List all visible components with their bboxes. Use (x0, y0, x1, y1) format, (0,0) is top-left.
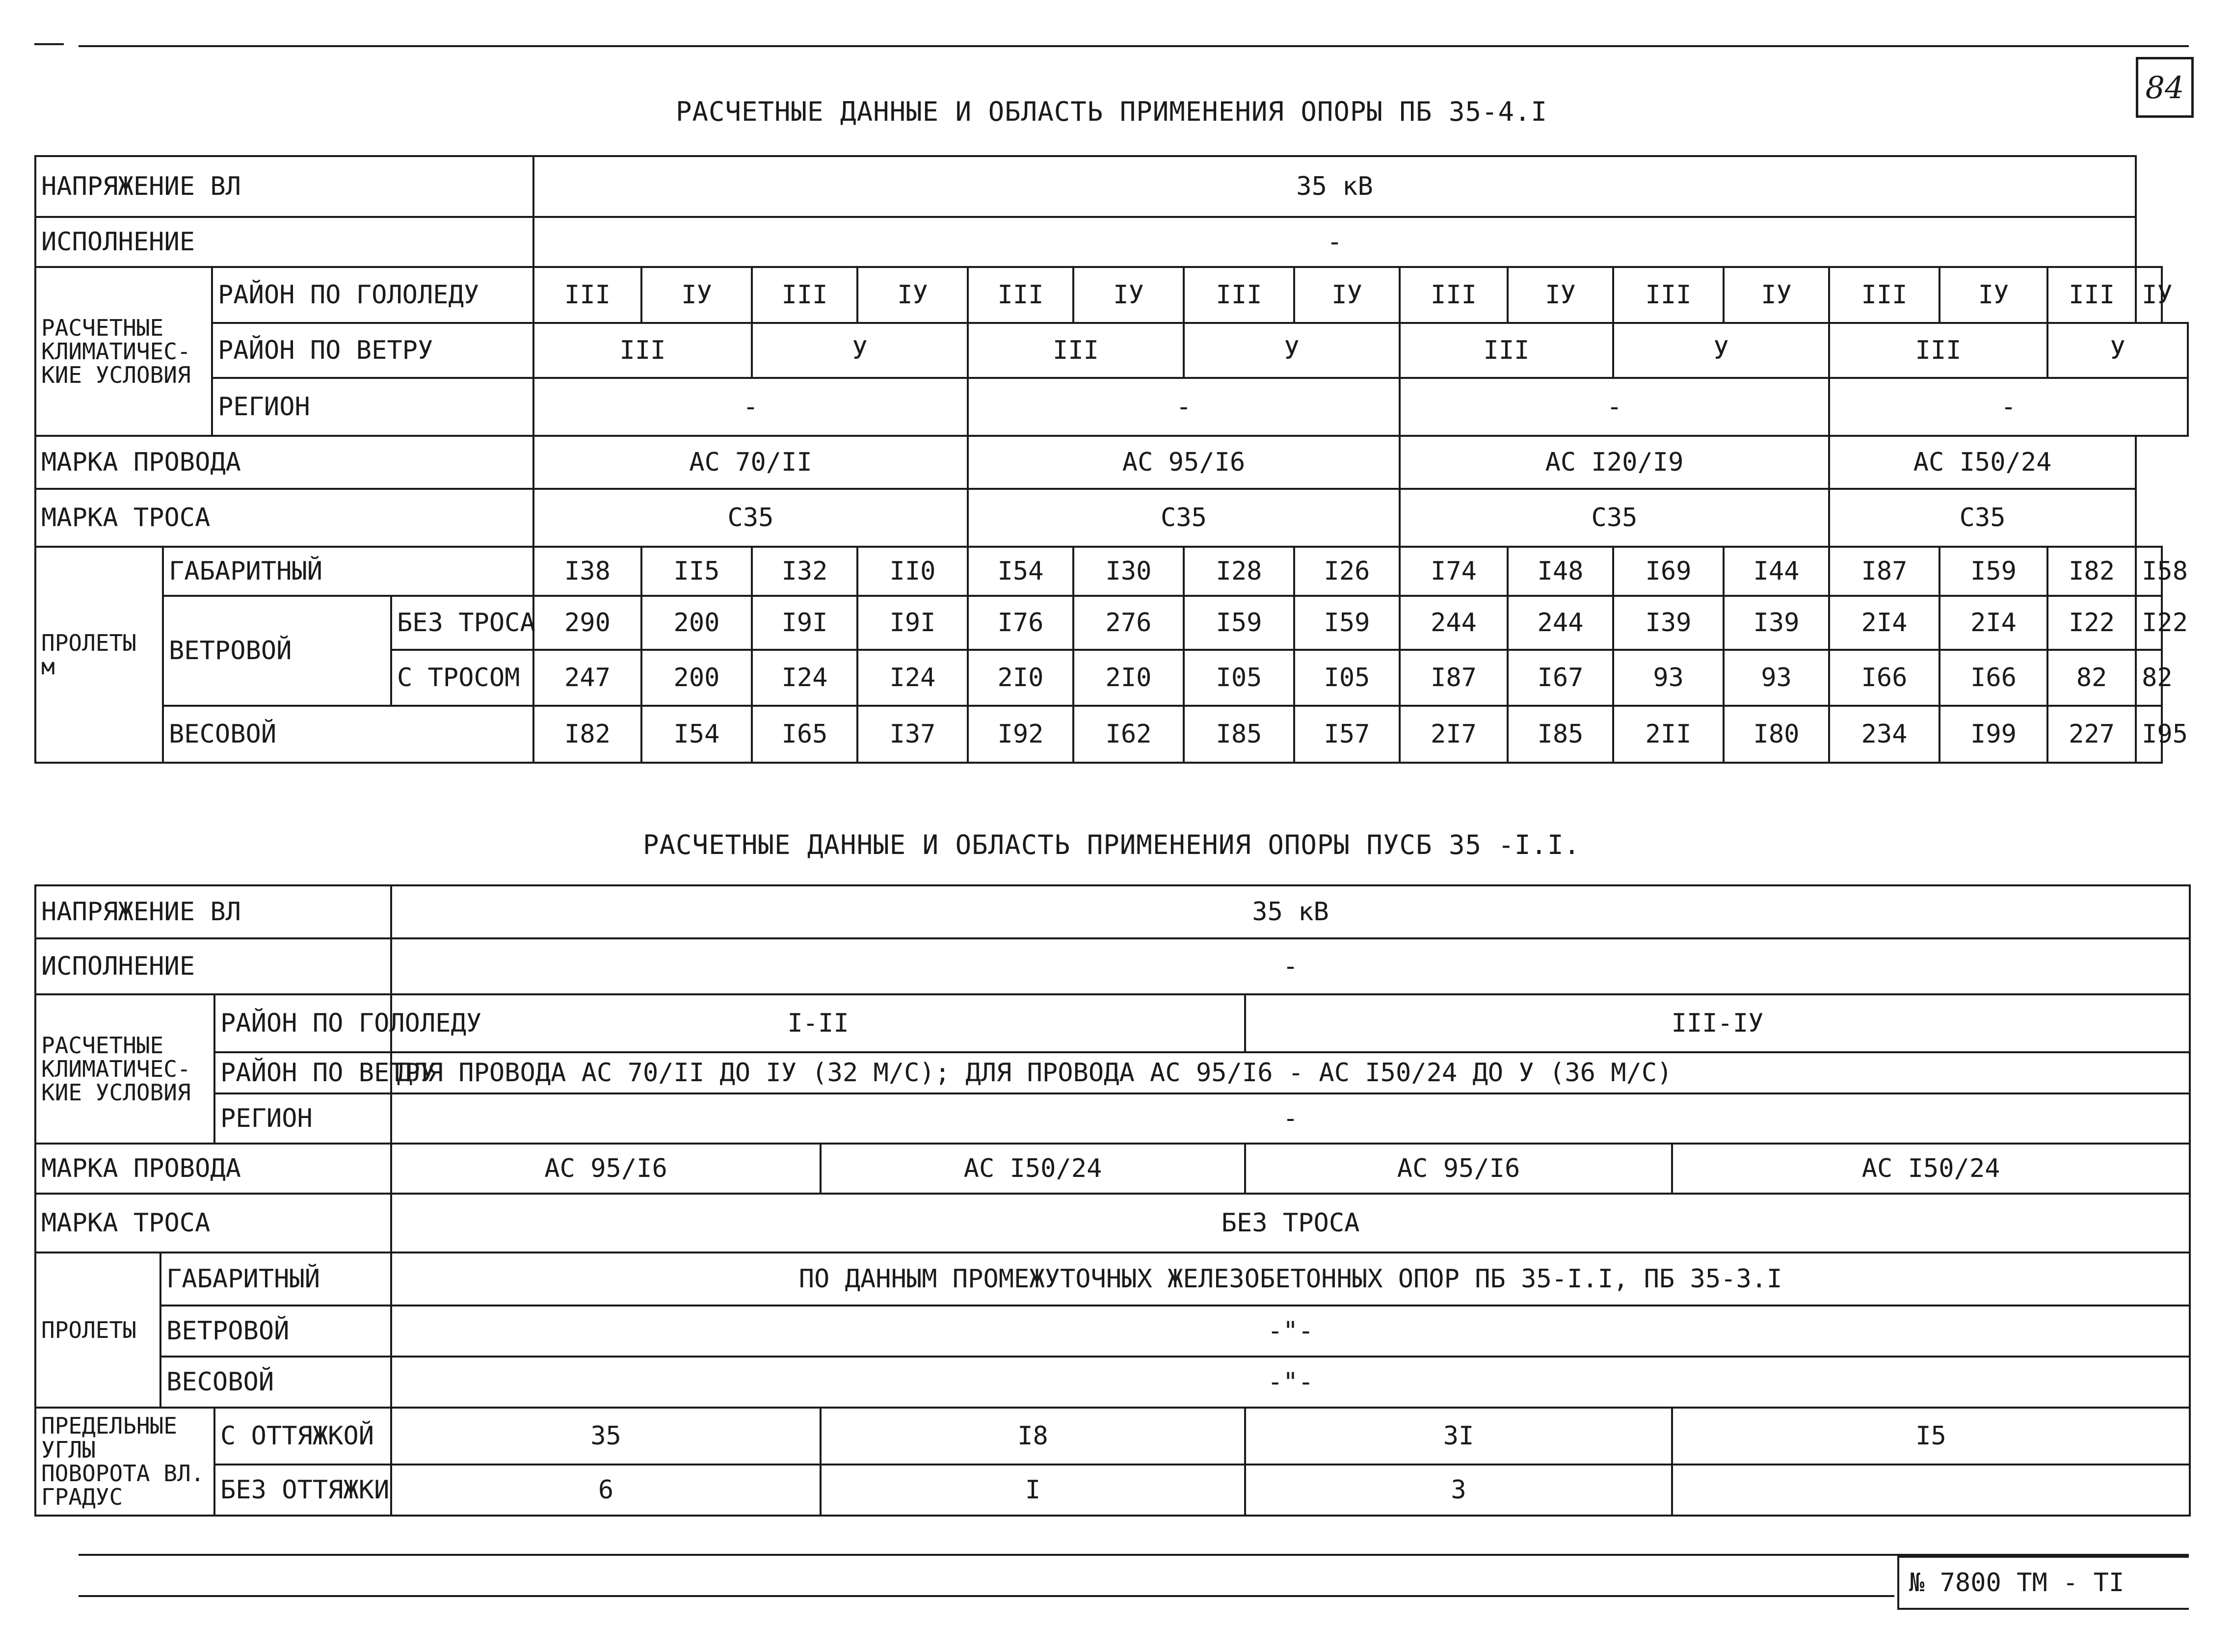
t1-ice-label: РАЙОН ПО ГОЛОЛЕДУ (212, 267, 533, 323)
t1-ice-cell: IУ (1294, 267, 1400, 323)
t1-ice-cell: III (1400, 267, 1508, 323)
t1-weight-cell: I82 (533, 706, 641, 763)
t1-no-cable-cell: I22 (2136, 596, 2162, 650)
page-number: 84 (2136, 57, 2194, 118)
t2-wind-label: РАЙОН ПО ВЕТРУ (214, 1052, 391, 1093)
t1-ice-cell: IУ (1940, 267, 2047, 323)
t1-with-cable-cell: I24 (857, 650, 968, 706)
t2-with-guy-row (35, 1408, 2190, 1465)
t1-no-cable-cell: 276 (1073, 596, 1184, 650)
t1-gabarit-cell: I28 (1184, 547, 1294, 596)
t1-no-cable-cell: I9I (752, 596, 857, 650)
t1-no-cable-cell: I39 (1724, 596, 1829, 650)
t1-no-cable-label: БЕЗ ТРОСА (391, 596, 533, 650)
t1-with-cable-cell: I24 (752, 650, 857, 706)
t1-weight-cell: I85 (1184, 706, 1294, 763)
t1-no-cable-cell: I9I (857, 596, 968, 650)
t2-gabarit-value: ПО ДАННЫМ ПРОМЕЖУТОЧНЫХ ЖЕЛЕЗОБЕТОННЫХ ОПОР ПБ 35-I.I, ПБ 35-3.I (391, 1252, 2190, 1306)
t1-ice-cell: III (2047, 267, 2136, 323)
t1-cable-label: МАРКА ТРОСА (35, 489, 533, 547)
t1-wind-cell: III (968, 323, 1184, 378)
t1-no-cable-cell: I39 (1613, 596, 1724, 650)
t2-wire-cell: АС 95/I6 (391, 1144, 821, 1194)
t2-wire-row (35, 1144, 2190, 1194)
top-left-dash (34, 43, 64, 45)
t1-gabarit-cell: I59 (1940, 547, 2047, 596)
t1-wind-cell: У (2047, 323, 2188, 378)
t1-ice-cell: IУ (1073, 267, 1184, 323)
t2-wind-span-value: -"- (391, 1306, 2190, 1357)
t1-with-cable-label: С ТРОСОМ (391, 650, 533, 706)
t2-ice-row (35, 994, 2190, 1052)
t1-no-cable-cell: 200 (641, 596, 752, 650)
t1-region-row (35, 378, 2188, 436)
t2-region-label: РЕГИОН (214, 1093, 391, 1144)
t1-ice-cell: III (752, 267, 857, 323)
t1-cable-cell: С35 (1400, 489, 1829, 547)
t1-gabarit-cell: II5 (641, 547, 752, 596)
t1-ice-cell: III (1184, 267, 1294, 323)
t1-wire-cell: АС 70/II (533, 436, 968, 489)
t2-wire-cell: АС I50/24 (1672, 1144, 2190, 1194)
t2-no-guy-cell (1672, 1465, 2190, 1516)
t1-with-cable-cell: 2I0 (1073, 650, 1184, 706)
table1 (34, 155, 2189, 764)
t2-with-guy-cell: 3I (1245, 1408, 1672, 1465)
t1-ice-cell: IУ (1724, 267, 1829, 323)
t1-wind-span-label: ВЕТРОВОЙ (163, 596, 391, 706)
t2-wire-cell: АС I50/24 (821, 1144, 1245, 1194)
t1-wind-cell: III (1829, 323, 2047, 378)
t1-cable-row (35, 489, 2188, 547)
t2-with-guy-label: С ОТТЯЖКОЙ (214, 1408, 391, 1465)
t2-region-row (35, 1093, 2190, 1144)
t2-wind-span-row (35, 1306, 2190, 1357)
t1-gabarit-cell: I54 (968, 547, 1073, 596)
t1-weight-cell: 2II (1613, 706, 1724, 763)
t2-ice-cell: I-II (391, 994, 1245, 1052)
t1-wire-label: МАРКА ПРОВОДА (35, 436, 533, 489)
t2-with-guy-cell: I8 (821, 1408, 1245, 1465)
t2-no-guy-cell: 6 (391, 1465, 821, 1516)
t2-execution-value: - (391, 938, 2190, 994)
t1-wind-cell: III (1400, 323, 1613, 378)
t1-weight-cell: I99 (1940, 706, 2047, 763)
t1-with-cable-cell: 82 (2047, 650, 2136, 706)
t2-no-guy-cell: 3 (1245, 1465, 1672, 1516)
t1-no-cable-cell: 244 (1400, 596, 1508, 650)
t2-execution-row (35, 938, 2190, 994)
t2-weight-row (35, 1357, 2190, 1408)
t1-no-cable-row (35, 596, 2188, 650)
t1-execution-label: ИСПОЛНЕНИЕ (35, 217, 533, 267)
t1-with-cable-cell: I66 (1829, 650, 1940, 706)
t2-weight-label: ВЕСОВОЙ (160, 1357, 391, 1408)
t2-ice-label: РАЙОН ПО ГОЛОЛЕДУ (214, 994, 391, 1052)
t1-region-label: РЕГИОН (212, 378, 533, 436)
t1-weight-cell: I62 (1073, 706, 1184, 763)
t1-cable-cell: С35 (1829, 489, 2136, 547)
t2-with-guy-cell: 35 (391, 1408, 821, 1465)
t1-ice-cell: IУ (857, 267, 968, 323)
t1-region-cell: - (533, 378, 968, 436)
t2-climate-label: РАСЧЕТНЫЕ КЛИМАТИЧЕС-КИЕ УСЛОВИЯ (35, 994, 214, 1144)
t2-wire-label: МАРКА ПРОВОДА (35, 1144, 391, 1194)
t1-with-cable-cell: I87 (1400, 650, 1508, 706)
t1-wind-cell: У (1184, 323, 1400, 378)
table1-title: РАСЧЕТНЫЕ ДАННЫЕ И ОБЛАСТЬ ПРИМЕНЕНИЯ ОПОРЫ ПБ 35-4.I (675, 96, 1548, 127)
t1-no-cable-cell: I59 (1294, 596, 1400, 650)
t1-cable-cell: С35 (968, 489, 1400, 547)
t2-wind-value: ДЛЯ ПРОВОДА АС 70/II ДО IУ (32 М/С); ДЛЯ ПРОВОДА АС 95/I6 - АС I50/24 ДО У (36 М/С) (391, 1052, 2190, 1093)
t1-voltage-value: 35 кВ (533, 156, 2136, 217)
t1-gabarit-cell: I69 (1613, 547, 1724, 596)
t2-voltage-value: 35 кВ (391, 885, 2190, 938)
t2-weight-value: -"- (391, 1357, 2190, 1408)
t1-no-cable-cell: 290 (533, 596, 641, 650)
t1-weight-cell: I80 (1724, 706, 1829, 763)
t1-gabarit-cell: I26 (1294, 547, 1400, 596)
t2-spans-label: ПРОЛЕТЫ (35, 1252, 160, 1408)
t1-spans-label: ПРОЛЕТЫ м (35, 547, 163, 763)
t1-ice-cell: III (968, 267, 1073, 323)
t2-gabarit-label: ГАБАРИТНЫЙ (160, 1252, 391, 1306)
t1-region-cell: - (1400, 378, 1829, 436)
t1-climate-label: РАСЧЕТНЫЕ КЛИМАТИЧЕС-КИЕ УСЛОВИЯ (35, 267, 212, 436)
t1-ice-row (35, 267, 2188, 323)
t1-cable-cell: С35 (533, 489, 968, 547)
t1-with-cable-cell: 93 (1613, 650, 1724, 706)
t1-ice-cell: III (1613, 267, 1724, 323)
t1-with-cable-cell: I05 (1294, 650, 1400, 706)
t1-wind-row (35, 323, 2188, 378)
t2-gabarit-row (35, 1252, 2190, 1306)
t1-execution-value: - (533, 217, 2136, 267)
footer-line (79, 1595, 1894, 1597)
t1-weight-cell: I57 (1294, 706, 1400, 763)
t2-with-guy-cell: I5 (1672, 1408, 2190, 1465)
t1-weight-cell: I95 (2136, 706, 2162, 763)
t2-execution-label: ИСПОЛНЕНИЕ (35, 938, 391, 994)
t2-no-guy-cell: I (821, 1465, 1245, 1516)
t1-weight-cell: I85 (1508, 706, 1613, 763)
t1-with-cable-cell: 247 (533, 650, 641, 706)
t2-angles-label: ПРЕДЕЛЬНЫЕ УГЛЫ ПОВОРОТА ВЛ. ГРАДУС (35, 1408, 214, 1516)
t1-ice-cell: IУ (1508, 267, 1613, 323)
t1-with-cable-cell: I67 (1508, 650, 1613, 706)
t1-ice-cell: III (533, 267, 641, 323)
t1-wire-cell: АС I20/I9 (1400, 436, 1829, 489)
table2 (34, 884, 2191, 1517)
t1-weight-cell: 234 (1829, 706, 1940, 763)
t1-with-cable-cell: 200 (641, 650, 752, 706)
t1-wire-cell: АС 95/I6 (968, 436, 1400, 489)
t1-weight-cell: I37 (857, 706, 968, 763)
t1-ice-cell: III (1829, 267, 1940, 323)
t1-wind-cell: У (1613, 323, 1829, 378)
t2-ice-cell: III-IУ (1245, 994, 2190, 1052)
t2-voltage-label: НАПРЯЖЕНИЕ ВЛ (35, 885, 391, 938)
t1-region-cell: - (1829, 378, 2188, 436)
t1-no-cable-cell: 2I4 (1940, 596, 2047, 650)
t2-wind-row (35, 1052, 2190, 1093)
t1-gabarit-cell: I82 (2047, 547, 2136, 596)
t1-gabarit-cell: I30 (1073, 547, 1184, 596)
t1-weight-cell: I92 (968, 706, 1073, 763)
t1-wind-cell: У (752, 323, 968, 378)
t1-ice-cell: IУ (2136, 267, 2162, 323)
t1-gabarit-cell: I74 (1400, 547, 1508, 596)
t1-wire-cell: АС I50/24 (1829, 436, 2136, 489)
t1-with-cable-cell: 93 (1724, 650, 1829, 706)
top-border-line (79, 45, 2189, 47)
t1-gabarit-label: ГАБАРИТНЫЙ (163, 547, 533, 596)
t1-weight-label: ВЕСОВОЙ (163, 706, 533, 763)
t1-weight-cell: 2I7 (1400, 706, 1508, 763)
t1-voltage-row (35, 156, 2188, 217)
t1-wind-label: РАЙОН ПО ВЕТРУ (212, 323, 533, 378)
t1-with-cable-cell: I05 (1184, 650, 1294, 706)
t2-voltage-row (35, 885, 2190, 938)
t1-gabarit-cell: I38 (533, 547, 641, 596)
t1-weight-row (35, 706, 2188, 763)
t2-cable-label: МАРКА ТРОСА (35, 1194, 391, 1252)
t1-no-cable-cell: I22 (2047, 596, 2136, 650)
t2-no-guy-label: БЕЗ ОТТЯЖКИ (214, 1465, 391, 1516)
t1-gabarit-row (35, 547, 2188, 596)
t1-with-cable-cell: 2I0 (968, 650, 1073, 706)
t1-region-cell: - (968, 378, 1400, 436)
t1-no-cable-cell: 244 (1508, 596, 1613, 650)
t2-wire-cell: АС 95/I6 (1245, 1144, 1672, 1194)
t1-weight-cell: 227 (2047, 706, 2136, 763)
t2-region-value: - (391, 1093, 2190, 1144)
t1-weight-cell: I54 (641, 706, 752, 763)
t1-no-cable-cell: I76 (968, 596, 1073, 650)
t1-gabarit-cell: I87 (1829, 547, 1940, 596)
t1-ice-cell: IУ (641, 267, 752, 323)
t1-wind-cell: III (533, 323, 752, 378)
t2-wind-span-label: ВЕТРОВОЙ (160, 1306, 391, 1357)
t1-gabarit-cell: I32 (752, 547, 857, 596)
bottom-line (79, 1554, 2189, 1556)
t1-voltage-label: НАПРЯЖЕНИЕ ВЛ (35, 156, 533, 217)
t1-with-cable-cell: 82 (2136, 650, 2162, 706)
t2-cable-row (35, 1194, 2190, 1252)
t1-gabarit-cell: II0 (857, 547, 968, 596)
table2-title: РАСЧЕТНЫЕ ДАННЫЕ И ОБЛАСТЬ ПРИМЕНЕНИЯ ОПОРЫ ПУСБ 35 -I.I. (642, 829, 1581, 860)
t1-weight-cell: I65 (752, 706, 857, 763)
t1-no-cable-cell: I59 (1184, 596, 1294, 650)
t1-execution-row (35, 217, 2188, 267)
t1-gabarit-cell: I58 (2136, 547, 2162, 596)
t2-cable-value: БЕЗ ТРОСА (391, 1194, 2190, 1252)
drawing-stamp: № 7800 ТМ - ТI (1897, 1556, 2189, 1610)
t1-gabarit-cell: I48 (1508, 547, 1613, 596)
t1-with-cable-cell: I66 (1940, 650, 2047, 706)
t2-no-guy-row (35, 1465, 2190, 1516)
t1-no-cable-cell: 2I4 (1829, 596, 1940, 650)
t1-wire-row (35, 436, 2188, 489)
t1-gabarit-cell: I44 (1724, 547, 1829, 596)
